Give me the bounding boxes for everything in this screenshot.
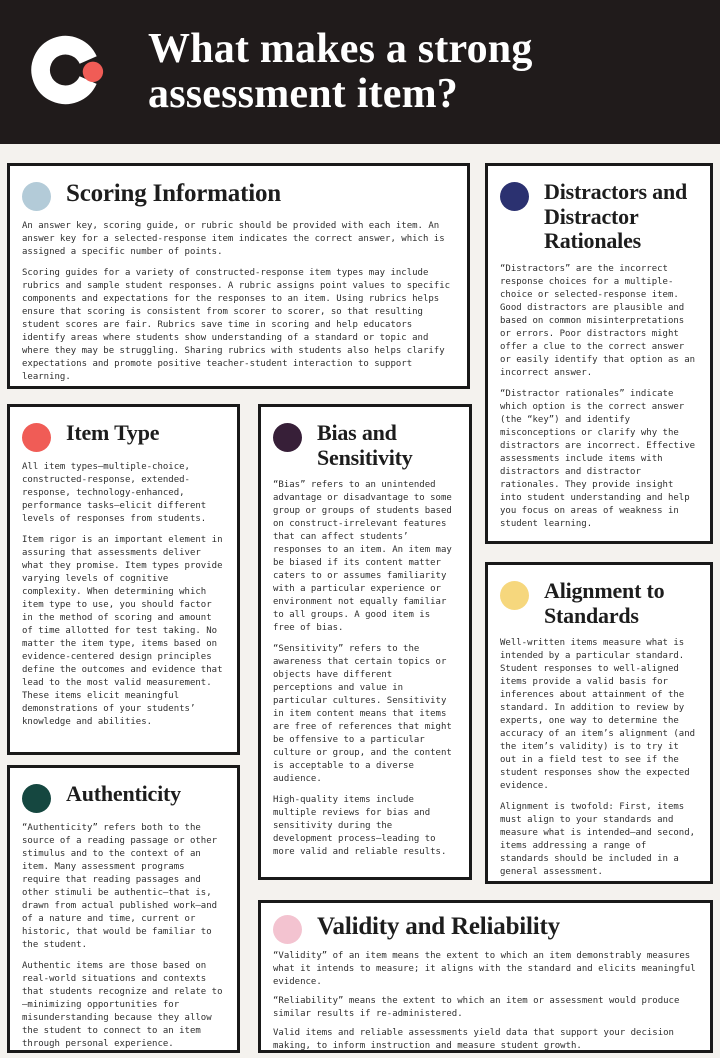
scoring-dot-icon bbox=[22, 182, 51, 211]
card-title: Distractors and Distractor Rationales bbox=[544, 179, 688, 254]
card-header bbox=[22, 180, 455, 211]
alignment-dot-icon bbox=[500, 581, 529, 610]
card-title: Scoring Information bbox=[66, 180, 281, 207]
card-header bbox=[273, 913, 698, 944]
bias-dot-icon bbox=[273, 423, 302, 452]
paragraph: “Validity” of an item means the extent to which an item demonstrably measures what it intends to measure; it aligns with the standard and elicits meaningful evidence. bbox=[273, 951, 696, 987]
item-type-dot-icon bbox=[22, 423, 51, 452]
card-header bbox=[22, 421, 225, 452]
paragraph: An answer key, scoring guide, or rubric should be provided with each item. An answer key for a selected-response item indicates the correct answer, which is assigned a specific number of points. bbox=[22, 221, 445, 257]
page-title bbox=[148, 27, 533, 117]
header-bar bbox=[0, 0, 720, 144]
card-title: Bias and Sensitivity bbox=[317, 420, 413, 470]
card-header bbox=[500, 180, 698, 254]
card-alignment-standards bbox=[485, 562, 713, 884]
authenticity-dot-icon bbox=[22, 784, 51, 813]
paragraph: All item types—multiple-choice, constructed-response, extended-response, technology-enhanced, performance tasks—elicit different levels of responses from students. bbox=[22, 462, 207, 524]
card-item-type bbox=[7, 404, 240, 755]
paragraph: Scoring guides for a variety of constructed-response item types may include rubrics and sample student responses. A rubric assigns point values to specific components and expectations for the responses to an item. Using rubrics helps ensure that scoring is consistent from scorer to scorer, so that resulting student scores are fair. Rubrics save time in scoring and help educators identify areas where students show understanding of a standard or topic and where they may be struggling. Sharing rubrics with students also helps clarify expectations and promote positive teacher-student interaction to support learning. bbox=[22, 268, 451, 382]
paragraph: Well-written items measure what is intended by a particular standard. Student responses to well-aligned items provide a valid basis for inferences about attainment of the standard. In addition to review by experts, one way to determine the accuracy of an item’s alignment (and the item’s validity) is to try it out in a field test to see if the student responses show the expected evidence. bbox=[500, 638, 696, 792]
distractors-dot-icon bbox=[500, 182, 529, 211]
card-authenticity bbox=[7, 765, 240, 1053]
paragraph: Valid items and reliable assessments yield data that support your decision making, to inform instruction and measure student growth. bbox=[273, 1028, 674, 1051]
card-title: Item Type bbox=[66, 420, 160, 445]
paragraph: “Sensitivity” refers to the awareness that certain topics or objects have different perceptions and value in particular cultures. Sensitivity in item content means that items are free of references that might be offensive to a particular culture or group, and the content is acceptable to a diverse audience. bbox=[273, 644, 452, 785]
c-ring-icon bbox=[30, 30, 108, 110]
card-distractors-rationales bbox=[485, 163, 713, 544]
card-header bbox=[273, 421, 457, 470]
paragraph: High-quality items include multiple reviews for bias and sensitivity during the development process—leading to more valid and reliable results. bbox=[273, 795, 447, 858]
page-title-line1: What makes a strong bbox=[148, 26, 533, 73]
paragraph: “Authenticity” refers both to the source of a reading passage or other stimulus and to the context of an item. Many assessment programs require that reading passages and other stimuli be authentic—that is, drawn from actual published work—and of a nature and time, current or historic, that would be familiar to the student. bbox=[22, 823, 218, 950]
paragraph: Alignment is twofold: First, items must align to your standards and measure what is intended—and second, items addressing a range of standards should be included in a general assessment. bbox=[500, 802, 696, 878]
paragraph: “Bias” refers to an unintended advantage or disadvantage to some group or groups of students based on construct-irrelevant features that can affect students’ responses to an item. An item may be biased if its content matter caters to or assumes familiarity with a particular experience or environment not equally familiar to all groups. A good item is free of bias. bbox=[273, 480, 452, 634]
card-validity-reliability bbox=[258, 900, 713, 1053]
card-title: Alignment to Standards bbox=[544, 578, 665, 628]
validity-dot-icon bbox=[273, 915, 302, 944]
paragraph: “Distractor rationales” indicate which option is the correct answer (the “key”) and identify misconceptions or clarify why the distractors are incorrect. Effective assessments include items with distractors and distractor rationales. They provide insight into student understanding and help you focus on areas of weakness in student learning. bbox=[500, 388, 696, 529]
brand-logo bbox=[30, 30, 108, 114]
paragraph: “Distractors” are the incorrect response choices for a multiple-choice or selected-response item. Good distractors are plausible and based on common misinterpretations or errors. Poor distractors might offer a clue to the correct answer or easily identify that option as an incorrect answer. bbox=[500, 263, 696, 378]
page-title-line2: assessment item? bbox=[148, 71, 458, 117]
paragraph: Authentic items are those based on real-world situations and contexts that students recognize and relate to—minimizing opportunities for misunderstanding because they allow the student to connect to an item through personal experience. bbox=[22, 961, 223, 1049]
paragraph: “Reliability” means the extent to which an item or assessment would produce similar results if re-administered. bbox=[273, 996, 680, 1019]
card-header bbox=[22, 782, 225, 813]
card-header bbox=[500, 579, 698, 628]
card-scoring-information bbox=[7, 163, 470, 389]
card-bias-sensitivity bbox=[258, 404, 472, 880]
card-title: Validity and Reliability bbox=[317, 913, 560, 940]
paragraph: Item rigor is an important element in assuring that assessments deliver what they promise. Item types provide varying levels of cognitive complexity. When determining which item type to use, you should factor in the method of scoring and amount of time allotted for test taking. No matter the item type, items based on evidence-centered design principles define the outcomes and evidence that lead to the most valid measurement. These items elicit meaningful demonstrations of your students’ knowledge and abilities. bbox=[22, 535, 223, 727]
card-title: Authenticity bbox=[66, 781, 181, 806]
red-dot-icon bbox=[83, 62, 103, 82]
